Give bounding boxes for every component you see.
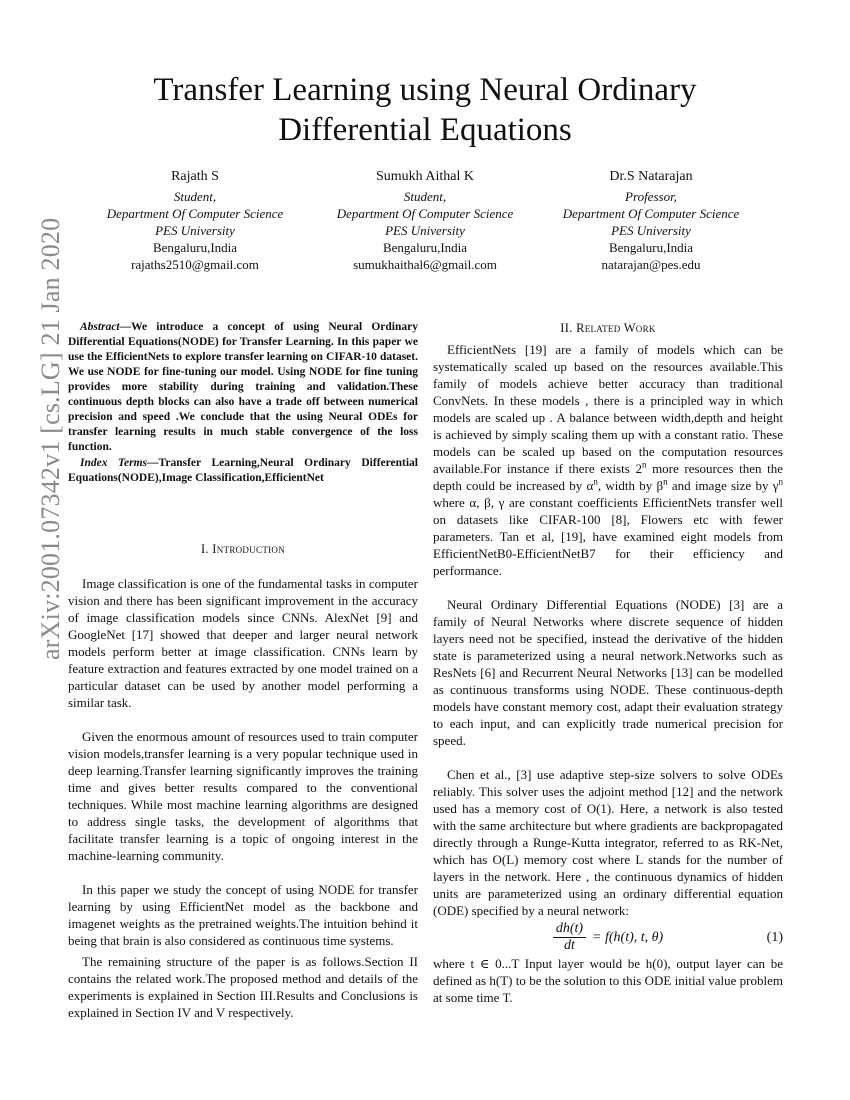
author-email[interactable]: rajaths2510@gmail.com [131, 257, 259, 272]
paragraph [433, 341, 783, 579]
superscript: n [778, 476, 783, 487]
paragraph: The remaining structure of the paper is as follows.Section II contains the related work.The proposed method and details of the experiments is explained in Section III.Results and Conclusions is explained in Section IV and V respectively. [68, 954, 418, 1020]
section-heading-introduction: I. Introduction [200, 542, 286, 556]
paragraph: Image classification is one of the fundamental tasks in computer vision and there has been significant improvement in the accuracy of image classification models since CNNs. AlexNet [9] and GoogleNet [17] showed that deeper and larger neural network models perform better at image classification. CNNs learn by feature extraction and features extracted by one model trained on a particular dataset can be used by another model performing a similar task. [68, 576, 418, 710]
author-city: Bengaluru,India [608, 240, 694, 255]
paragraph: where t ∈ 0...T Input layer would be h(0), output layer can be defined as h(T) to be the solution to this ODE initial value problem at some time T. [433, 956, 783, 1005]
equation-numerator: dh(t) [553, 921, 586, 938]
author-block [90, 168, 300, 273]
author-name: Rajath S [171, 169, 219, 184]
author-org: PES University [155, 223, 235, 238]
paragraph-text: EfficientNets [19] are a family of models which can be systematically scaled up based on the resources available.This family of models achieve better accuracy than traditional ConvNets. In these models , there is a principled way in which models are scaled up . A balance between width,depth and height is achieved by simply scaling them up with a constant ratio. These models can be scaled up based on the computation resources available.For instance if there exists 2 [433, 342, 783, 476]
index-terms [68, 456, 418, 486]
author-city: Bengaluru,India [382, 240, 468, 255]
paragraph: Given the enormous amount of resources used to train computer vision models,transfer learning is a very popular technique used in deep learning.Transfer learning significantly improves the training time and gives better results compared to the conventional techniques. While most machine learning algorithms are designed to address single tasks, the development of algorithms that facilitate transfer learning is a topic of ongoing interest in the machine-learning community. [68, 729, 418, 863]
left-column [68, 320, 418, 1021]
author-name: Sumukh Aithal K [375, 169, 474, 184]
paragraph-text: where α, β, γ are constant coefficients EfficientNets transfer well on datasets like CIFAR-100 [8], Flowers etc with fewer parameters. Tan et al, [19], have examined eight models from EfficientNetB0-EfficientNetB7 for their efficiency and performance. [433, 495, 783, 578]
equation-number: (1) [766, 929, 783, 945]
paragraph: Chen et al., [3] use adaptive step-size solvers to solve ODEs reliably. This solver uses the adjoint method [12] and the network used has a memory cost of O(1). Here, a network is also tested with the same architecture but where gradients are backpropagated directly through a Runge-Kutta integrator, referred to as RK-Net, which has O(L) memory cost where L stands for the number of layers in the network. Here , the continuous dynamics of hidden units are parameterized using an ordinary differential equation (ODE) specified by a neural network: [433, 767, 783, 918]
author-name: Dr.S Natarajan [609, 169, 693, 184]
superscript: n [641, 459, 647, 470]
index-terms-text: —Transfer Learning,Neural Ordinary Differential Equations(NODE),Image Classification,EfficientNet [68, 457, 418, 484]
author-block [318, 168, 532, 273]
paragraph-text: and image size by γ [667, 478, 779, 493]
author-city: Bengaluru,India [152, 240, 238, 255]
paragraph-text: , width by β [597, 478, 664, 493]
abstract-text: —We introduce a concept of using Neural Ordinary Differential Equations(NODE) for Transfer Learning. In this paper we use the EfficientNets to explore transfer learning on CIFAR-10 dataset. We use NODE for fine-tuning our model. Using NODE for fine tuning provides more stability during training and validation.These continuous depth blocks can also have a trade off between numerical precision and speed .We conclude that the using Neural ODEs for transfer learning results in much stable convergence of the loss function. [68, 321, 418, 453]
equation-1 [433, 919, 783, 955]
author-org: PES University [385, 223, 465, 238]
author-role: Professor, [625, 189, 677, 204]
section-heading-related-work: II. Related Work [560, 321, 656, 335]
paper-title: Transfer Learning using Neural Ordinary Differential Equations [153, 72, 697, 148]
author-email[interactable]: sumukhaithal6@gmail.com [353, 257, 497, 272]
superscript: n [593, 476, 598, 487]
author-role: Student, [173, 189, 217, 204]
paragraph-text: more resources then the depth could be increased by α [433, 461, 783, 493]
author-org: PES University [611, 223, 691, 238]
abstract-lead: Abstract [80, 321, 120, 333]
superscript: n [663, 476, 668, 487]
index-terms-lead: Index Terms [80, 457, 148, 469]
paragraph: Neural Ordinary Differential Equations (NODE) [3] are a family of Neural Networks where discrete sequence of hidden layers need not be specified, instead the derivative of the hidden state is parameterized using a neural network.Networks such as ResNets [6] and Recurrent Neural Networks [13] can be modelled as continuous transforms using NODE. These continuous-depth models have constant memory cost, adapt their evaluation strategy to each input, and can explicitly trade numerical precision for speed. [433, 597, 783, 748]
right-column [433, 320, 783, 1006]
equation-denominator: dt [563, 937, 575, 953]
paragraph: In this paper we study the concept of using NODE for transfer learning by using EfficientNet model as the backbone and imagenet weights as the pretrained weights.The intuition behind it being that brain is also considered as continuous time systems. [68, 882, 418, 948]
author-role: Student, [403, 189, 447, 204]
abstract [68, 320, 418, 455]
author-dept: Department Of Computer Science [106, 206, 284, 221]
arxiv-watermark: arXiv:2001.07342v1 [cs.LG] 21 Jan 2020 [36, 217, 65, 660]
equation-fraction [553, 921, 586, 954]
equation-rhs: = f(h(t), t, θ) [592, 929, 664, 945]
author-email[interactable]: natarajan@pes.edu [601, 257, 701, 272]
author-dept: Department Of Computer Science [336, 206, 514, 221]
author-dept: Department Of Computer Science [562, 206, 740, 221]
author-block [548, 168, 754, 273]
